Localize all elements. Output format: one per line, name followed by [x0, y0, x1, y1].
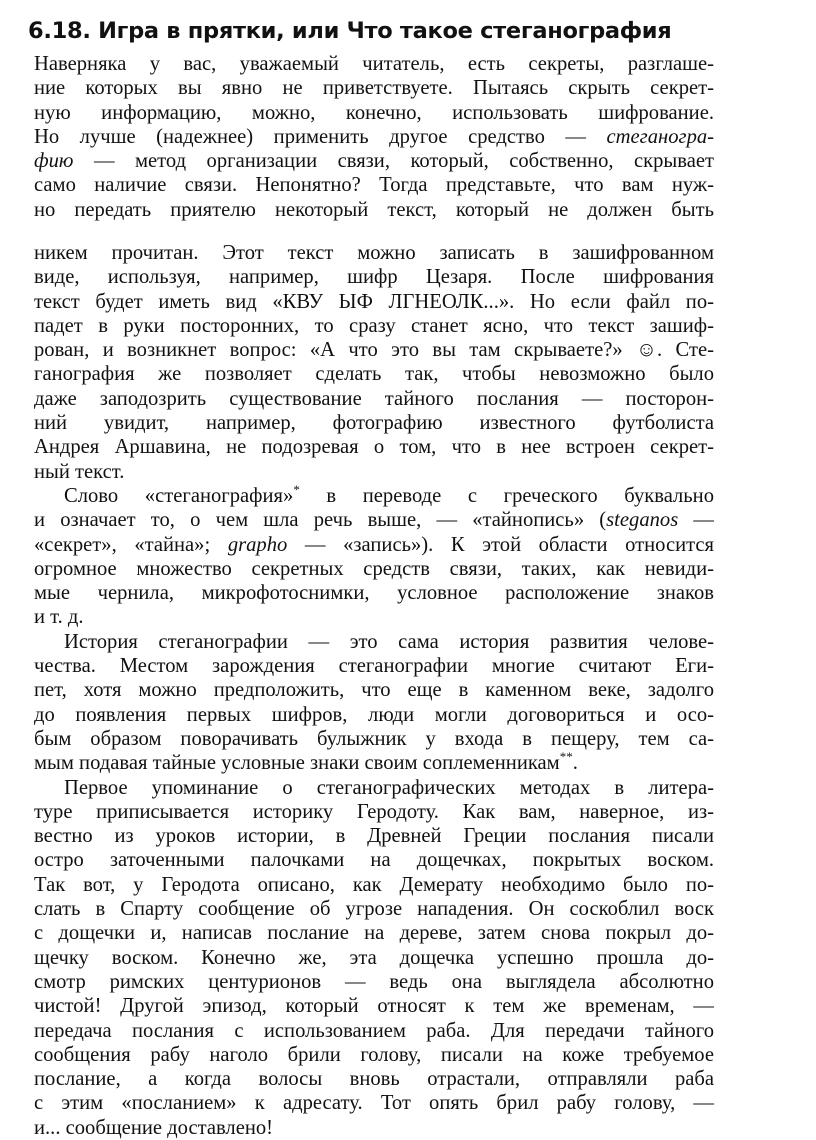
- text-line: даже заподозрить существование тайного послания — посторон-: [34, 387, 714, 410]
- italic-term: стеганогра-: [606, 125, 715, 148]
- text-line: чества. Местом зарождения стеганографии многие считают Еги-: [34, 655, 714, 678]
- text-line: [34, 125, 714, 149]
- text-line: чистой! Другой эпизод, который относят к тем же временам, —: [34, 995, 714, 1018]
- text-line: огромное множество секретных средств связи, таких, как невиди-: [34, 557, 714, 580]
- text-line: никем прочитан. Этот текст можно записать в зашифрованном: [34, 242, 714, 264]
- text-line: ние которых вы явно не приветствуете. Пытаясь скрыть секрет-: [34, 77, 714, 100]
- footnote-marker: *: [293, 482, 300, 498]
- text-line: до появления первых шифров, люди могли договориться и осо-: [34, 703, 714, 726]
- text-line: слать в Спарту сообщение об угрозе нападения. Он соскоблил воск: [34, 898, 714, 921]
- text-line: ний увидит, например, фотографию известного футболиста: [34, 412, 714, 435]
- text-line: [34, 149, 714, 173]
- text-fragment: — «запись»). К этой области относится: [287, 533, 715, 556]
- italic-term: grapho: [227, 533, 288, 556]
- text-fragment: и означает то, о чем шла речь выше, — «тайнопись» (: [34, 509, 607, 532]
- text-fragment: Но лучше (надежнее) применить другое средство —: [34, 125, 586, 148]
- footnote-marker: **: [559, 749, 573, 765]
- text-line: с этим «посланием» к адресату. Тот опять брил рабу голову, —: [34, 1092, 714, 1115]
- text-line: и т. д.: [34, 606, 84, 629]
- text-line: само наличие связи. Непонятно? Тогда представьте, что вам нуж-: [34, 174, 714, 197]
- text-line: [34, 533, 714, 557]
- section-heading: 6.18. Игра в прятки, или Что такое стеганография: [28, 18, 672, 44]
- text-block-top: [34, 52, 714, 222]
- text-line: с дощечки и, написав послание на дереве, затем снова покрыл до-: [34, 922, 714, 945]
- text-line: щечку воском. Конечно же, эта дощечка успешно прошла до-: [34, 946, 714, 969]
- italic-term: steganos: [606, 509, 679, 532]
- text-line: Андрея Аршавина, не подозревая о том, что в нее встроен секрет-: [34, 436, 714, 459]
- text-fragment: «секрет», «тайна»;: [34, 533, 228, 556]
- text-line: ганография же позволяет сделать так, чтобы невозможно было: [34, 363, 714, 386]
- text-line: и... сообщение доставлено!: [34, 1116, 274, 1139]
- text-line: пет, хотя можно предположить, что еще в каменном веке, задолго: [34, 679, 714, 702]
- text-fragment: —: [678, 509, 714, 532]
- text-fragment: Слово «стеганография»: [64, 484, 294, 507]
- text-line: [34, 508, 714, 532]
- text-line: Так вот, у Геродота описано, как Демерату необходимо было по-: [34, 873, 714, 896]
- text-line: ную информацию, можно, конечно, использовать шифрование.: [34, 101, 714, 124]
- italic-term: фию: [34, 150, 74, 173]
- text-line: Наверняка у вас, уважаемый читатель, есть секреты, разглаше-: [34, 53, 714, 75]
- text-line: История стеганографии — это сама история развития челове-: [64, 630, 714, 653]
- text-fragment: мым подавая тайные условные знаки своим соплеменникам: [34, 752, 560, 775]
- text-line: Первое упоминание о стеганографических методах в литера-: [64, 776, 714, 799]
- text-line: послание, а когда волосы вновь отрастали, отправляли раба: [34, 1068, 714, 1091]
- text-line: но передать приятелю некоторый текст, который не должен быть: [34, 198, 714, 221]
- text-fragment: .: [572, 752, 578, 775]
- text-line: [34, 484, 714, 508]
- text-fragment: в переводе с греческого буквально: [299, 484, 715, 507]
- text-fragment: — метод организации связи, который, собственно, скрывает: [93, 150, 714, 173]
- text-line: смотр римских центурионов — ведь она выглядела абсолютно: [34, 970, 714, 993]
- text-line: вестно из уроков истории, в Древней Греции послания писали: [34, 825, 714, 848]
- text-line: текст будет иметь вид «КВУ ЫФ ЛГНЕОЛК...». Но если файл по-: [34, 290, 714, 313]
- text-line: [34, 751, 714, 775]
- text-line: передача послания с использованием раба. Для передачи тайного: [34, 1019, 714, 1042]
- text-line: падет в руки посторонних, то сразу станет ясно, что текст зашиф-: [34, 314, 714, 337]
- text-line: остро заточенными палочками на дощечках, покрытых воском.: [34, 849, 714, 872]
- text-line: сообщения рабу наголо брили голову, писали на коже требуемое: [34, 1043, 714, 1066]
- text-line: ный текст.: [34, 460, 125, 483]
- text-line: мые чернила, микрофотоснимки, условное расположение знаков: [34, 582, 714, 605]
- text-line: туре приписывается историку Геродоту. Как вам, наверное, из-: [34, 800, 714, 823]
- text-block-bottom: [34, 241, 714, 1140]
- text-line: виде, используя, например, шифр Цезаря. После шифрования: [34, 266, 714, 289]
- text-line: рован, и возникнет вопрос: «А что это вы там скрываете?» ☺. Сте-: [34, 339, 714, 362]
- text-line: бым образом поворачивать булыжник у входа в пещеру, тем са-: [34, 727, 714, 750]
